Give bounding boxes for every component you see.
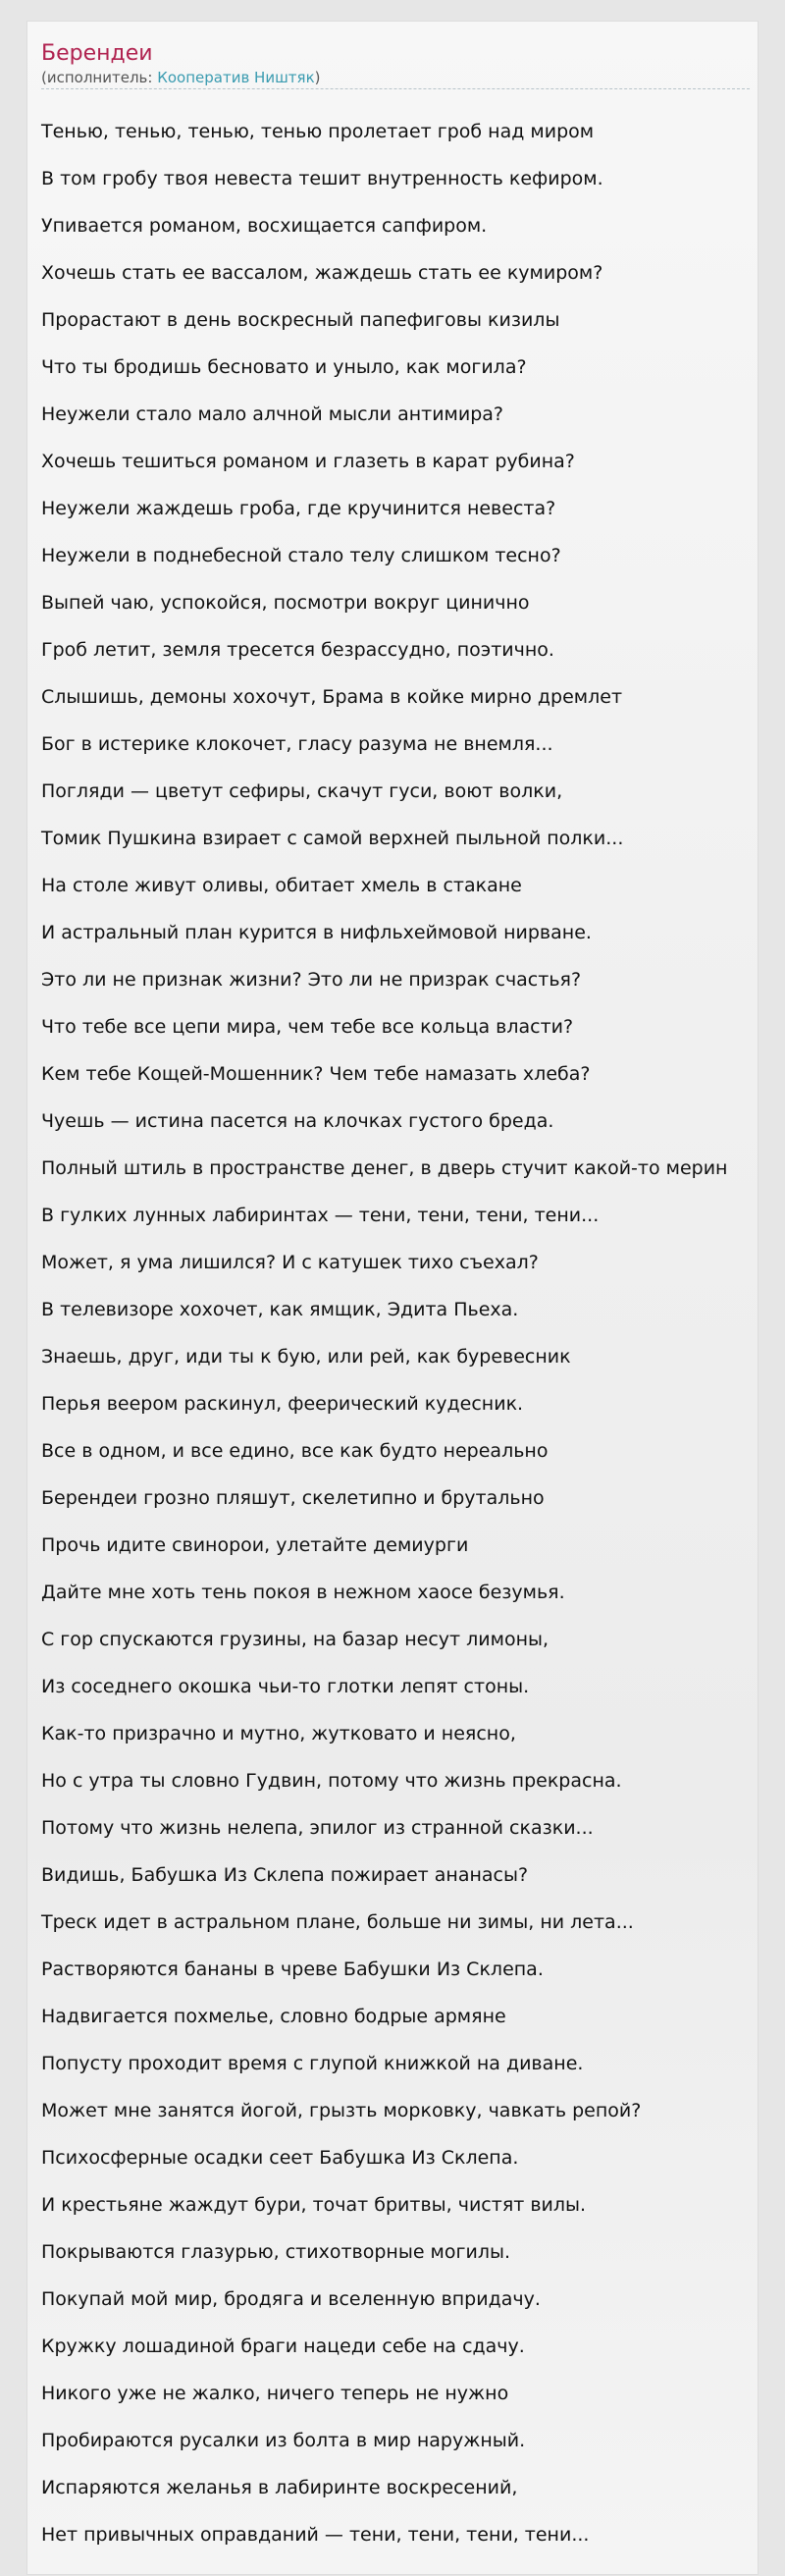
lyric-line: Кем тебе Кощей-Мошенник? Чем тебе намазать хлеба? <box>41 1063 591 1085</box>
lyric-line: Погляди — цветут сефиры, скачут гуси, воют волки, <box>41 780 563 802</box>
lyric-line: Все в одном, и все едино, все как будто нереально <box>41 1440 549 1462</box>
artist-line <box>41 69 321 86</box>
lyric-line: Полный штиль в пространстве денег, в дверь стучит какой-то мерин <box>41 1157 728 1179</box>
lyric-line: Треск идет в астральном плане, больше ни зимы, ни лета... <box>41 1911 634 1933</box>
lyric-line: Кружку лошадиной браги нацеди себе на сдачу. <box>41 2335 525 2357</box>
lyric-line: Прорастают в день воскресный папефиговы кизилы <box>41 309 560 331</box>
lyric-line: Из соседнего окошка чьи-то глотки лепят стоны. <box>41 1676 530 1697</box>
lyric-line: Надвигается похмелье, словно бодрые армяне <box>41 2006 506 2027</box>
lyric-line: Покупай мой мир, бродяга и вселенную впридачу. <box>41 2288 541 2310</box>
lyric-line: Неужели стало мало алчной мысли антимира? <box>41 403 504 425</box>
lyric-line: Неужели в поднебесной стало телу слишком тесно? <box>41 545 561 566</box>
lyric-line: С гор спускаются грузины, на базар несут лимоны, <box>41 1629 550 1650</box>
lyric-line: Может, я ума лишился? И с катушек тихо съехал? <box>41 1252 539 1273</box>
lyric-line: Растворяются бананы в чреве Бабушки Из Склепа. <box>41 1959 544 1980</box>
lyric-line: Неужели жаждешь гроба, где кручинится невеста? <box>41 498 556 519</box>
lyrics-page <box>27 22 758 2574</box>
lyric-line: В гулких лунных лабиринтах — тени, тени, тени, тени... <box>41 1205 600 1226</box>
lyric-line: Перья веером раскинул, феерический кудесник. <box>41 1393 524 1415</box>
song-title: Берендеи <box>41 41 153 66</box>
lyric-line: В том гробу твоя невеста тешит внутренность кефиром. <box>41 168 603 189</box>
lyric-line: Гроб летит, земля тресется безрассудно, поэтично. <box>41 639 554 661</box>
lyric-line: Тенью, тенью, тенью, тенью пролетает гроб над миром <box>41 121 595 142</box>
lyric-line: В телевизоре хохочет, как ямщик, Эдита Пьеха. <box>41 1299 519 1320</box>
lyric-line: Покрываются глазурью, стихотворные могилы. <box>41 2241 511 2263</box>
lyric-line: Может мне занятся йогой, грызть морковку, чавкать репой? <box>41 2100 642 2121</box>
lyrics-list <box>41 110 727 2560</box>
lyric-line: Берендеи грозно пляшут, скелетипно и брутально <box>41 1487 545 1509</box>
lyric-line: И крестьяне жаждут бури, точат бритвы, чистят вилы. <box>41 2194 587 2216</box>
lyric-line: Выпей чаю, успокойся, посмотри вокруг цинично <box>41 592 530 614</box>
lyric-line: На столе живут оливы, обитает хмель в стакане <box>41 875 522 896</box>
lyric-line: Слышишь, демоны хохочут, Брама в койке мирно дремлет <box>41 686 623 708</box>
lyric-line: Хочешь стать ее вассалом, жаждешь стать ее кумиром? <box>41 262 603 284</box>
artist-link[interactable]: Кооператив Ништяк <box>157 69 315 86</box>
lyric-line: Томик Пушкина взирает с самой верхней пыльной полки... <box>41 828 624 849</box>
lyric-line: Но с утра ты словно Гудвин, потому что жизнь прекрасна. <box>41 1770 622 1792</box>
artist-suffix: ) <box>314 69 321 86</box>
lyric-line: Чуешь — истина пасется на клочках густого бреда. <box>41 1110 554 1132</box>
lyric-line: Бог в истерике клокочет, гласу разума не внемля... <box>41 733 553 755</box>
lyric-line: Нет привычных оправданий — тени, тени, тени, тени... <box>41 2524 590 2546</box>
lyric-line: Испаряются желанья в лабиринте воскресений, <box>41 2477 518 2498</box>
lyric-line: Это ли не признак жизни? Это ли не призрак счастья? <box>41 969 582 991</box>
lyric-line: Никого уже не жалко, ничего теперь не нужно <box>41 2383 509 2404</box>
lyric-line: Хочешь тешиться романом и глазеть в карат рубина? <box>41 451 575 472</box>
lyric-line: Попусту проходит время с глупой книжкой на диване. <box>41 2053 584 2074</box>
lyric-line: Упивается романом, восхищается сапфиром. <box>41 215 488 237</box>
lyric-line: Как-то призрачно и мутно, жутковато и неясно, <box>41 1723 516 1744</box>
lyric-line: И астральный план курится в нифльхеймовой нирване. <box>41 922 592 943</box>
lyric-line: Видишь, Бабушка Из Склепа пожирает ананасы? <box>41 1864 529 1886</box>
lyric-line: Прочь идите свинорои, улетайте демиурги <box>41 1534 469 1556</box>
lyric-line: Что тебе все цепи мира, чем тебе все кольца власти? <box>41 1016 574 1038</box>
lyric-line: Потому что жизнь нелепа, эпилог из странной сказки... <box>41 1817 594 1839</box>
lyric-line: Психосферные осадки сеет Бабушка Из Склепа. <box>41 2147 519 2169</box>
lyric-line: Знаешь, друг, иди ты к бую, или рей, как буревесник <box>41 1346 571 1368</box>
artist-prefix: (исполнитель: <box>41 69 158 86</box>
lyric-line: Что ты бродишь бесновато и уныло, как могила? <box>41 356 527 378</box>
lyric-line: Пробираются русалки из болта в мир наружный. <box>41 2430 526 2451</box>
header-separator <box>41 88 750 89</box>
lyric-line: Дайте мне хоть тень покоя в нежном хаосе безумья. <box>41 1582 565 1603</box>
